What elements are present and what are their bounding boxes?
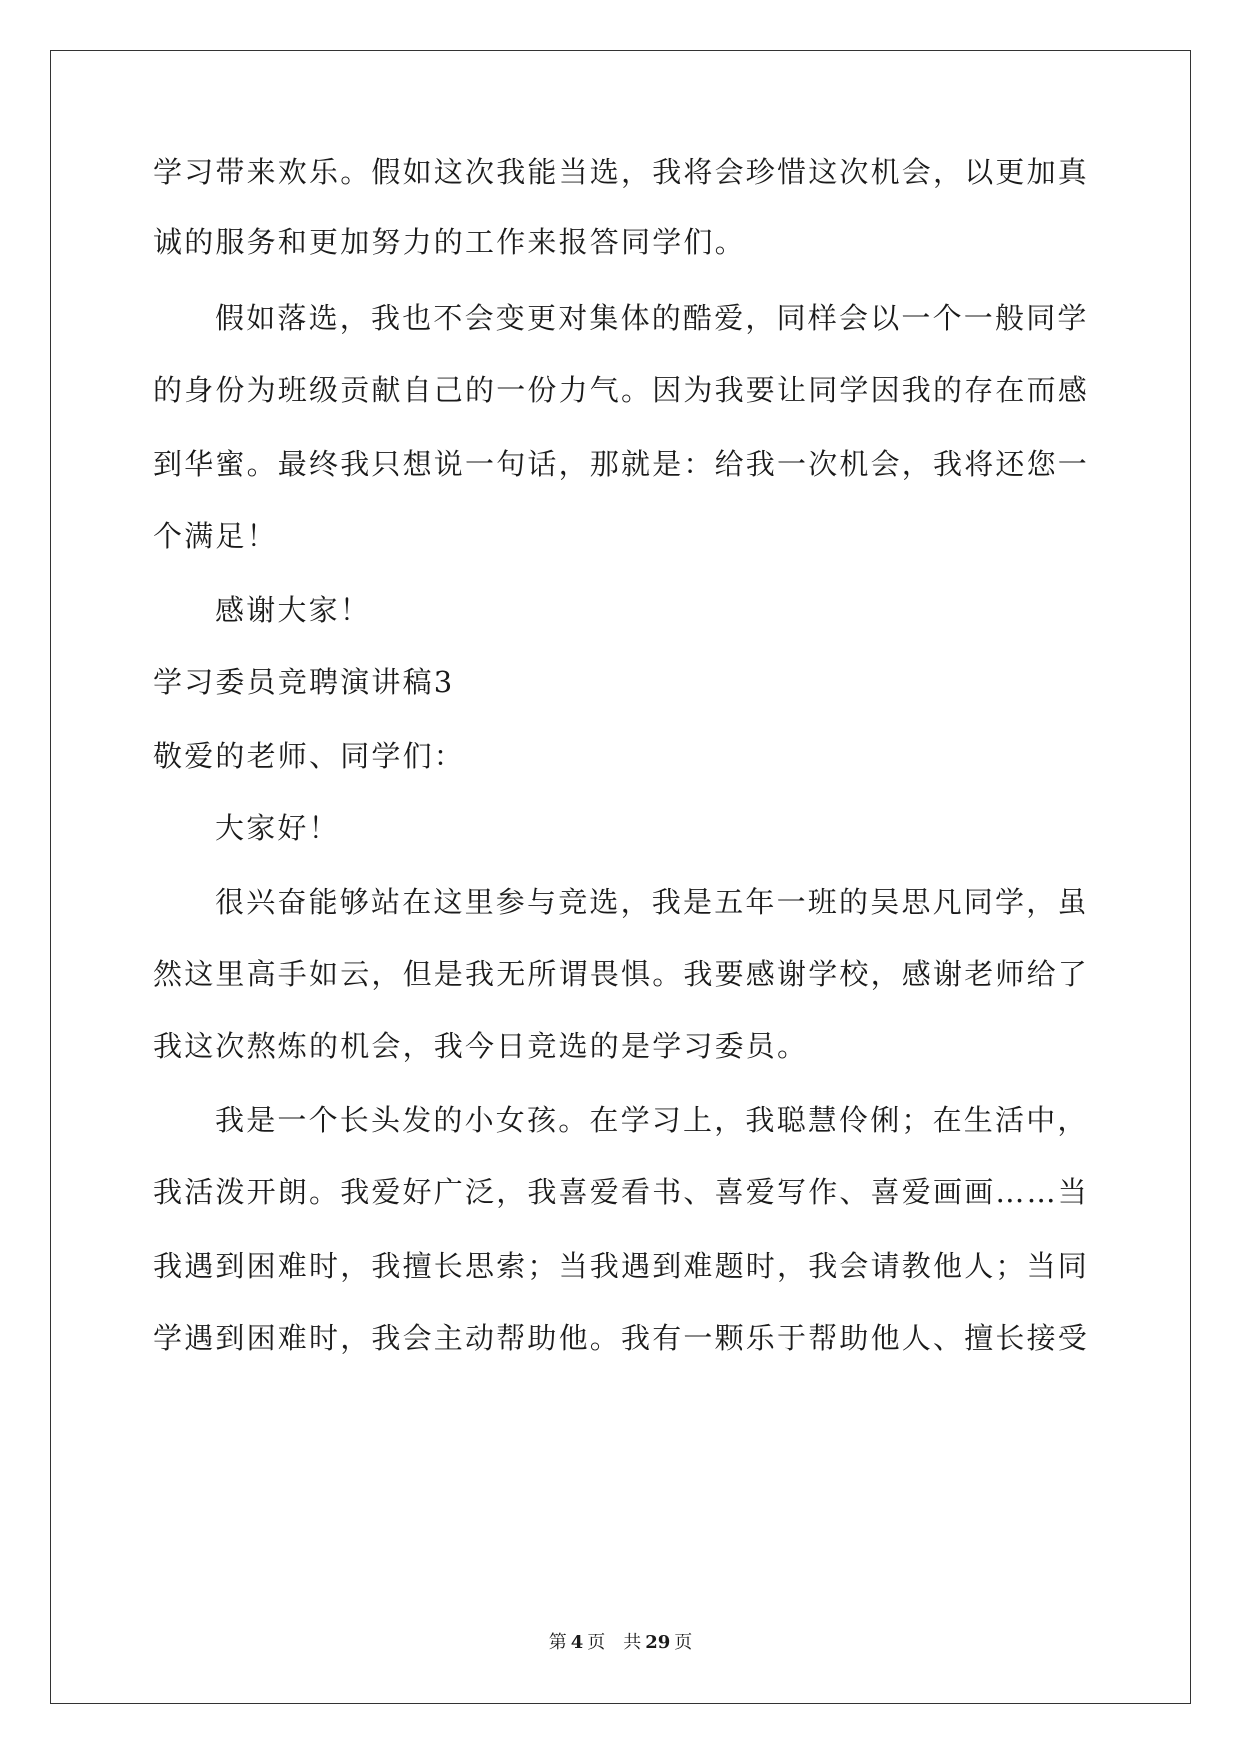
text-line: 我活泼开朗。我爱好广泛，我喜爱看书、喜爱写作、喜爱画画……当 [153, 1175, 1090, 1209]
text-line: 我遇到困难时，我擅长思索；当我遇到难题时，我会请教他人；当同 [153, 1249, 1090, 1283]
text-line: 个满足！ [153, 519, 278, 553]
page-prefix: 第 [548, 1632, 567, 1653]
text-line: 诚的服务和更加努力的工作来报答同学们。 [153, 225, 746, 259]
text-line: 学遇到困难时，我会主动帮助他。我有一颗乐于帮助他人、擅长接受 [153, 1321, 1090, 1355]
text-line: 到华蜜。最终我只想说一句话，那就是：给我一次机会，我将还您一 [153, 447, 1090, 481]
text-line: 的身份为班级贡献自己的一份力气。因为我要让同学因我的存在而感 [153, 373, 1090, 407]
text-line: 我是一个长头发的小女孩。在学习上，我聪慧伶俐；在生活中， [215, 1103, 1089, 1137]
page-number: 4 [570, 1632, 584, 1653]
text-line: 假如落选，我也不会变更对集体的酷爱，同样会以一个一般同学 [215, 301, 1089, 335]
total-suffix: 页 [674, 1632, 693, 1653]
greeting: 大家好！ [215, 811, 340, 845]
text-line: 很兴奋能够站在这里参与竞选，我是五年一班的吴思凡同学，虽 [215, 885, 1089, 919]
salutation: 敬爱的老师、同学们： [153, 739, 466, 773]
text-line: 我这次熬炼的机会，我今日竞选的是学习委员。 [153, 1029, 809, 1063]
page-footer [0, 1628, 1241, 1654]
total-prefix: 共 [623, 1632, 642, 1653]
text-line: 然这里高手如云，但是我无所谓畏惧。我要感谢学校，感谢老师给了 [153, 957, 1090, 991]
total-pages: 29 [645, 1632, 671, 1653]
text-line: 学习带来欢乐。假如这次我能当选，我将会珍惜这次机会，以更加真 [153, 155, 1090, 189]
section-title: 学习委员竞聘演讲稿3 [153, 665, 455, 699]
page-suffix: 页 [587, 1632, 606, 1653]
text-line: 感谢大家！ [215, 593, 372, 627]
